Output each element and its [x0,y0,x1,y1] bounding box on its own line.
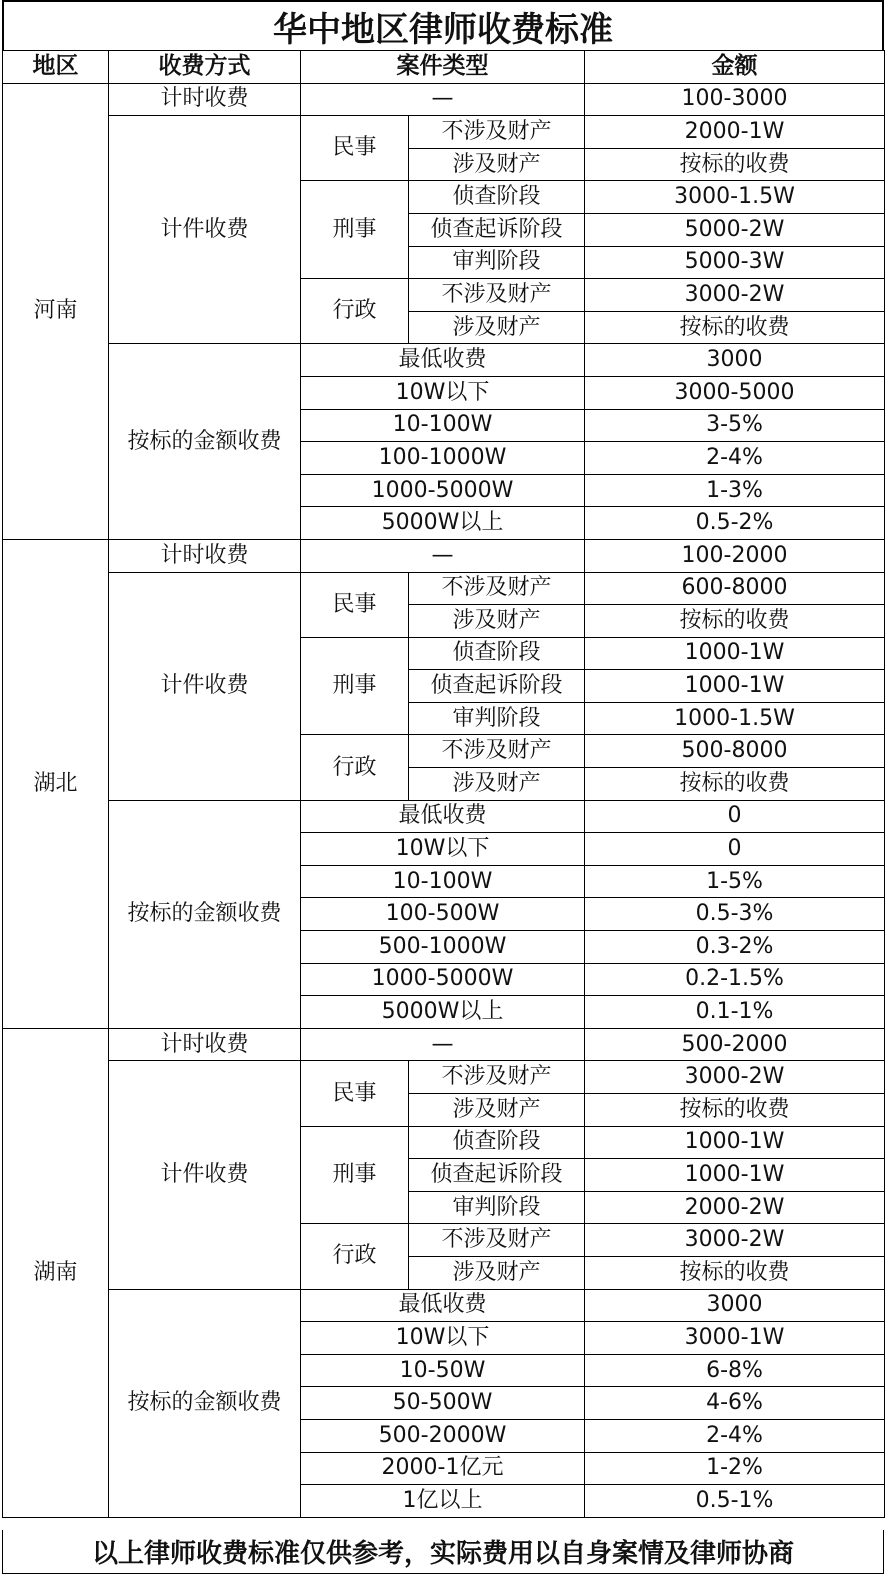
case-subtype: 侦查阶段 [409,181,585,214]
case-subtype: 侦查阶段 [409,1126,585,1159]
amount-cell: 6-8% [585,1354,885,1387]
case-category: 民事 [301,1061,409,1126]
fee-method-label: 按标的金额收费 [109,344,301,540]
amount-cell: 1000-1W [585,1126,885,1159]
amount-cell: 3000-2W [585,1224,885,1257]
amount-cell: 3000 [585,344,885,377]
amount-bracket: 10W以下 [301,1322,585,1355]
table-row [3,116,885,149]
amount-bracket: 10-100W [301,409,585,442]
amount-cell: 按标的收费 [585,311,885,344]
case-subtype: 不涉及财产 [409,1224,585,1257]
page-title: 华中地区律师收费标准 [2,0,884,50]
fee-table-body [3,51,885,1518]
case-subtype: 涉及财产 [409,605,585,638]
amount-cell: 按标的收费 [585,1094,885,1127]
amount-cell: 3000-1.5W [585,181,885,214]
amount-cell: 4-6% [585,1387,885,1420]
amount-cell: 500-2000 [585,1028,885,1061]
amount-cell: 0.5-2% [585,507,885,540]
fee-method-label: 按标的金额收费 [109,1289,301,1517]
amount-bracket: 2000-1亿元 [301,1452,585,1485]
amount-bracket: 10-100W [301,865,585,898]
fee-method-label: 按标的金额收费 [109,800,301,1028]
amount-cell: 600-8000 [585,572,885,605]
header-method: 收费方式 [109,51,301,84]
case-category: 刑事 [301,181,409,279]
table-row [3,1061,885,1094]
amount-cell: 按标的收费 [585,605,885,638]
fee-method-label: 计件收费 [109,1061,301,1289]
case-subtype: 涉及财产 [409,1256,585,1289]
fee-method-label: 计件收费 [109,116,301,344]
amount-cell: 3000-2W [585,1061,885,1094]
amount-cell: 0 [585,833,885,866]
amount-cell: 0.2-1.5% [585,963,885,996]
amount-cell: 1-3% [585,474,885,507]
table-row [3,83,885,116]
case-subtype: 侦查起诉阶段 [409,213,585,246]
case-type-cell: — [301,1028,585,1061]
amount-cell: 3000-2W [585,279,885,312]
case-subtype: 涉及财产 [409,768,585,801]
amount-cell: 1000-1W [585,1159,885,1192]
amount-cell: 5000-2W [585,213,885,246]
amount-cell: 0.3-2% [585,931,885,964]
amount-cell: 3000-1W [585,1322,885,1355]
region-name: 湖北 [3,539,109,1028]
amount-bracket: 最低收费 [301,1289,585,1322]
case-category: 民事 [301,116,409,181]
amount-cell: 0.5-1% [585,1485,885,1518]
header-row [3,51,885,84]
amount-cell: 2000-2W [585,1191,885,1224]
amount-cell: 3000 [585,1289,885,1322]
case-subtype: 侦查起诉阶段 [409,670,585,703]
amount-cell: 1-2% [585,1452,885,1485]
amount-cell: 1000-1W [585,637,885,670]
amount-cell: 1-5% [585,865,885,898]
amount-cell: 2-4% [585,1419,885,1452]
case-subtype: 不涉及财产 [409,279,585,312]
case-subtype: 侦查起诉阶段 [409,1159,585,1192]
case-subtype: 侦查阶段 [409,637,585,670]
amount-cell: 3000-5000 [585,376,885,409]
amount-cell: 1000-1W [585,670,885,703]
case-subtype: 涉及财产 [409,1094,585,1127]
amount-cell: 0.5-3% [585,898,885,931]
amount-cell: 按标的收费 [585,1256,885,1289]
region-name: 河南 [3,83,109,539]
header-region: 地区 [3,51,109,84]
fee-method-label: 计时收费 [109,83,301,116]
amount-cell: 按标的收费 [585,148,885,181]
amount-bracket: 1亿以上 [301,1485,585,1518]
amount-bracket: 50-500W [301,1387,585,1420]
fee-method-label: 计时收费 [109,1028,301,1061]
amount-cell: 0 [585,800,885,833]
amount-cell: 2-4% [585,442,885,475]
table-row [3,1028,885,1061]
case-category: 刑事 [301,1126,409,1224]
amount-bracket: 100-1000W [301,442,585,475]
amount-bracket: 1000-5000W [301,474,585,507]
table-row [3,1289,885,1322]
case-category: 行政 [301,1224,409,1289]
fee-method-label: 计时收费 [109,539,301,572]
amount-cell: 100-2000 [585,539,885,572]
case-subtype: 审判阶段 [409,1191,585,1224]
amount-bracket: 5000W以上 [301,996,585,1029]
amount-bracket: 500-2000W [301,1419,585,1452]
case-subtype: 不涉及财产 [409,116,585,149]
table-row [3,539,885,572]
amount-bracket: 1000-5000W [301,963,585,996]
header-case-type: 案件类型 [301,51,585,84]
amount-bracket: 10-50W [301,1354,585,1387]
case-subtype: 不涉及财产 [409,572,585,605]
amount-cell: 500-8000 [585,735,885,768]
amount-bracket: 10W以下 [301,833,585,866]
amount-bracket: 5000W以上 [301,507,585,540]
case-category: 行政 [301,735,409,800]
case-subtype: 涉及财产 [409,311,585,344]
amount-bracket: 10W以下 [301,376,585,409]
amount-cell: 按标的收费 [585,768,885,801]
fee-method-label: 计件收费 [109,572,301,800]
amount-bracket: 500-1000W [301,931,585,964]
header-amount: 金额 [585,51,885,84]
case-subtype: 不涉及财产 [409,735,585,768]
case-subtype: 审判阶段 [409,702,585,735]
case-subtype: 不涉及财产 [409,1061,585,1094]
disclaimer-footer: 以上律师收费标准仅供参考，实际费用以自身案情及律师协商 [2,1530,884,1574]
case-category: 民事 [301,572,409,637]
case-type-cell: — [301,83,585,116]
amount-bracket: 最低收费 [301,344,585,377]
region-name: 湖南 [3,1028,109,1517]
fee-table [2,50,885,1518]
table-row [3,572,885,605]
amount-cell: 1000-1.5W [585,702,885,735]
table-row [3,344,885,377]
case-subtype: 涉及财产 [409,148,585,181]
amount-cell: 5000-3W [585,246,885,279]
case-category: 行政 [301,279,409,344]
amount-cell: 0.1-1% [585,996,885,1029]
amount-bracket: 100-500W [301,898,585,931]
case-type-cell: — [301,539,585,572]
amount-cell: 100-3000 [585,83,885,116]
amount-bracket: 最低收费 [301,800,585,833]
amount-cell: 2000-1W [585,116,885,149]
case-category: 刑事 [301,637,409,735]
table-row [3,800,885,833]
case-subtype: 审判阶段 [409,246,585,279]
amount-cell: 3-5% [585,409,885,442]
